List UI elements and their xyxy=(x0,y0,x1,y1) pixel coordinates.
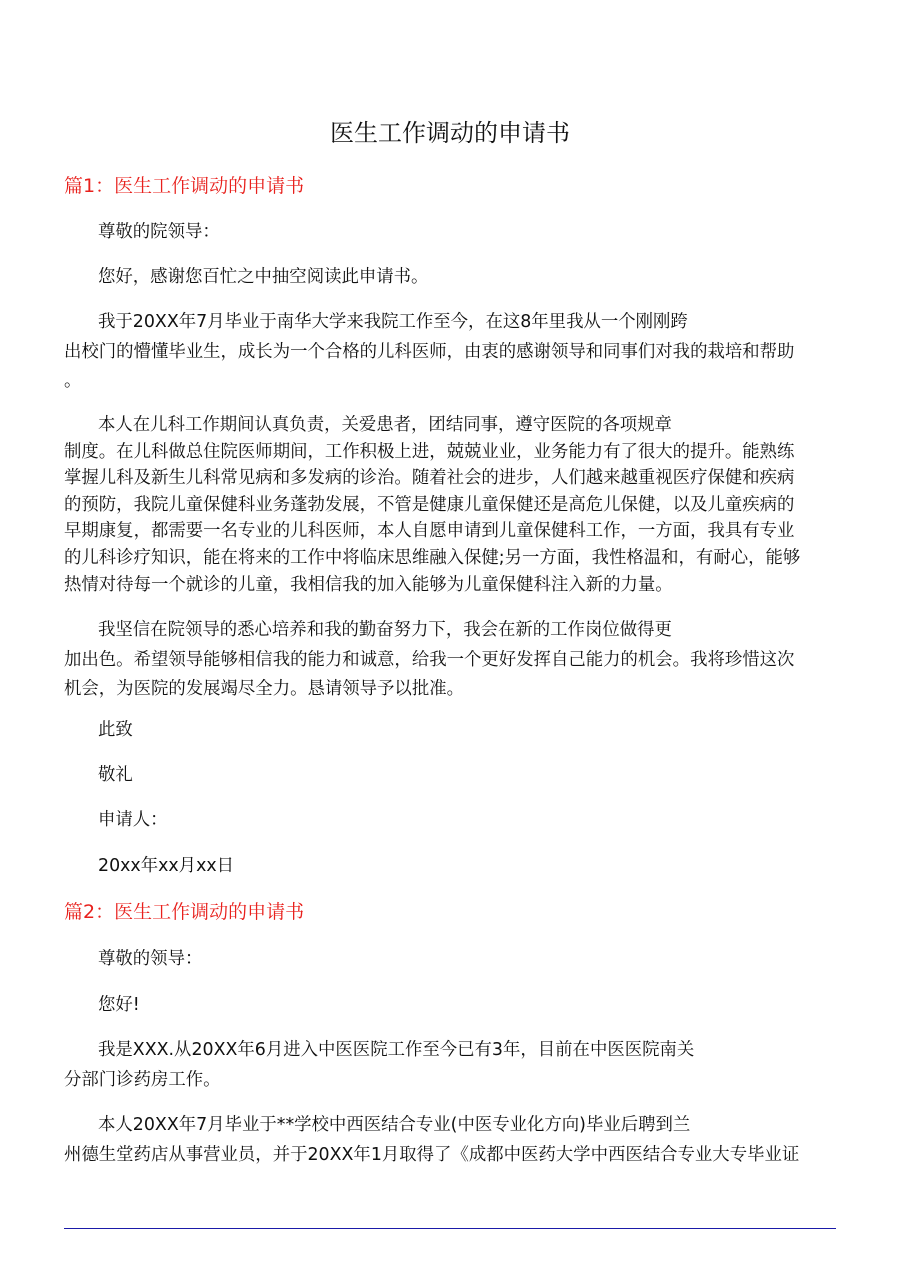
paragraph xyxy=(64,1036,854,1095)
section-heading: 篇2：医生工作调动的申请书 xyxy=(64,901,305,923)
text-line: 早期康复，都需要一名专业的儿科医师，本人自愿申请到儿童保健科工作，一方面，我具有专业 xyxy=(64,521,795,542)
text-line: 我是XXX.从20XX年6月进入中医医院工作至今已有3年，目前在中医医院南关 xyxy=(98,1040,695,1060)
text-line: 热情对待每一个就诊的儿童，我相信我的加入能够为儿童保健科注入新的力量。 xyxy=(64,574,673,595)
document-title: 医生工作调动的申请书 xyxy=(330,119,570,147)
text-line: 我于20XX年7月毕业于南华大学来我院工作至今，在这8年里我从一个刚刚跨 xyxy=(98,312,688,332)
text-line: 本人20XX年7月毕业于**学校中西医结合专业(中医专业化方向)毕业后聘到兰 xyxy=(98,1115,691,1135)
text-line: 本人在儿科工作期间认真负责，关爱患者，团结同事，遵守医院的各项规章 xyxy=(98,415,672,435)
text-line: 州德生堂药店从事营业员，并于20XX年1月取得了《成都中医药大学中西医结合专业大专毕业证 xyxy=(64,1144,800,1165)
text-line: 的预防，我院儿童保健科业务蓬勃发展，不管是健康儿童保健还是高危儿保健，以及儿童疾病的 xyxy=(64,494,795,515)
closing-regards xyxy=(64,761,854,791)
text-line: 的儿科诊疗知识，能在将来的工作中将临床思维融入保健;另一方面，我性格温和，有耐心，能够 xyxy=(64,547,801,568)
text-line: 尊敬的院领导： xyxy=(98,222,220,242)
text-line: 机会，为医院的发展竭尽全力。恳请领导予以批准。 xyxy=(64,679,464,700)
paragraph xyxy=(64,1111,854,1170)
applicant-label xyxy=(64,806,854,836)
text-line: 20xx年xx月xx日 xyxy=(98,856,235,876)
text-line: 敬礼 xyxy=(98,765,133,785)
salutation xyxy=(64,218,854,248)
text-line: 我坚信在院领导的悉心培养和我的勤奋努力下，我会在新的工作岗位做得更 xyxy=(98,620,672,640)
paragraph xyxy=(64,308,854,397)
section-heading: 篇1：医生工作调动的申请书 xyxy=(64,175,305,197)
text-line: 分部门诊药房工作。 xyxy=(64,1069,221,1090)
greeting xyxy=(64,263,854,293)
greeting xyxy=(64,991,854,1021)
salutation xyxy=(64,945,854,975)
text-line: 此致 xyxy=(98,720,133,740)
paragraph xyxy=(64,616,854,705)
text-line: 制度。在儿科做总住院医师期间，工作积极上进，兢兢业业，业务能力有了很大的提升。能熟练 xyxy=(64,441,795,462)
closing xyxy=(64,716,854,746)
footer-divider xyxy=(64,1228,836,1229)
text-line: 您好，感谢您百忙之中抽空阅读此申请书。 xyxy=(98,267,429,287)
text-line: 出校门的懵懂毕业生，成长为一个合格的儿科医师，由衷的感谢领导和同事们对我的栽培和帮助 xyxy=(64,341,795,362)
text-line: 申请人： xyxy=(98,810,168,830)
text-line: 您好! xyxy=(98,995,140,1015)
text-line: 尊敬的领导： xyxy=(98,949,203,969)
paragraph xyxy=(64,412,854,598)
text-line: 加出色。希望领导能够相信我的能力和诚意，给我一个更好发挥自己能力的机会。我将珍惜这次 xyxy=(64,649,795,670)
text-line: 掌握儿科及新生儿科常见病和多发病的诊治。随着社会的进步，人们越来越重视医疗保健和疾病 xyxy=(64,468,795,489)
text-line: 。 xyxy=(64,371,82,392)
date xyxy=(64,852,854,882)
